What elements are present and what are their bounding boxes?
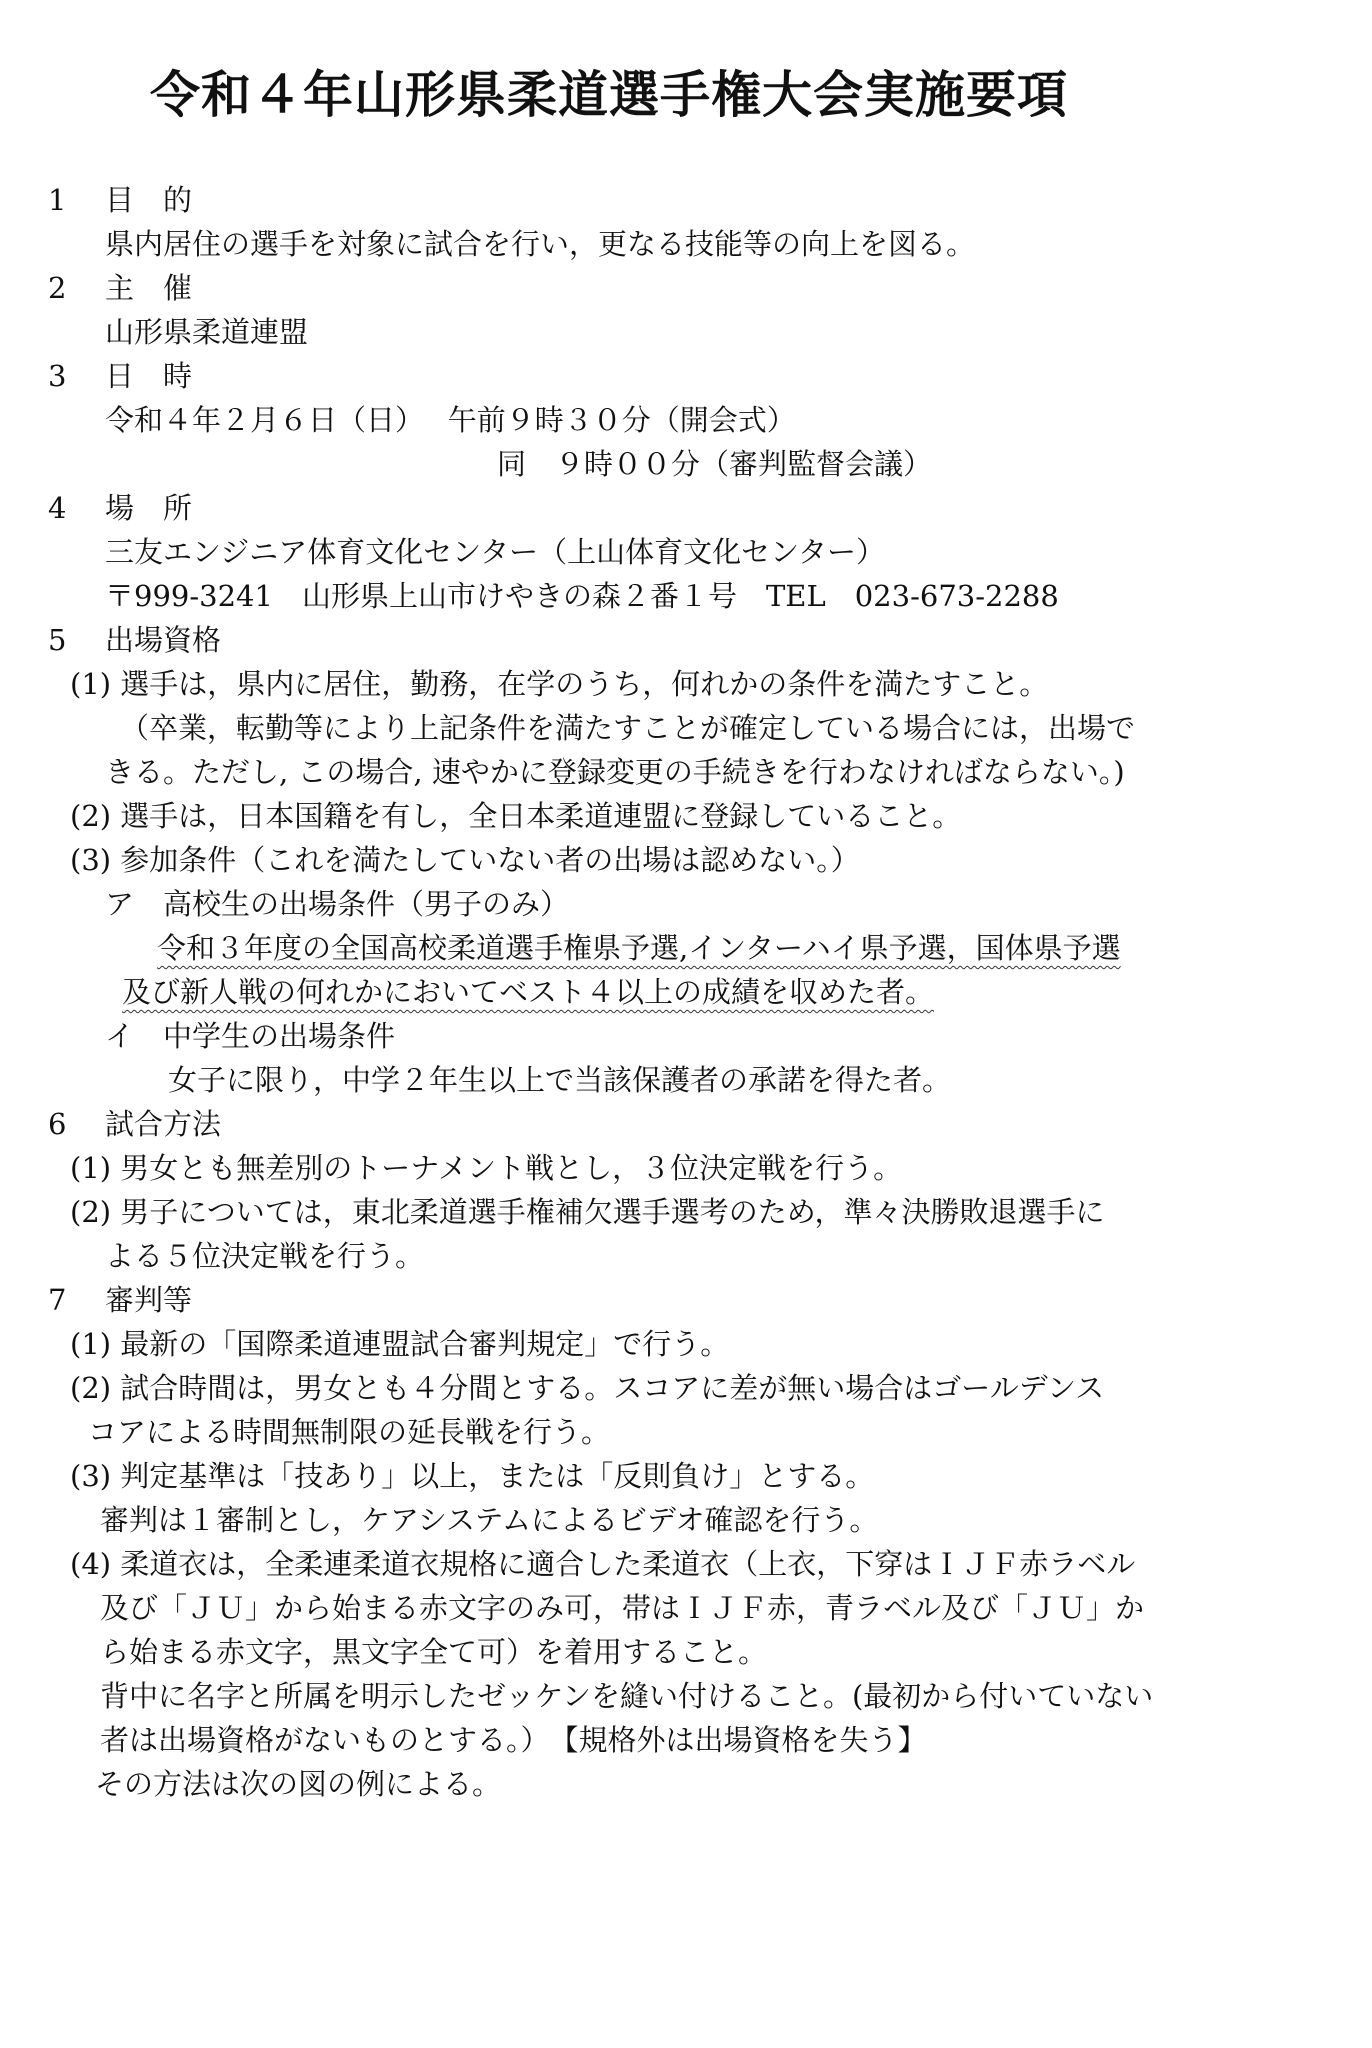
section-7-item-4-line-4: 背中に名字と所属を明示したゼッケンを縫い付けること。(最初から付いていない	[100, 1679, 1154, 1713]
section-5-number: 5	[48, 623, 67, 657]
section-7-heading: 審判等	[105, 1283, 193, 1317]
section-6-item-2-line-1: (2) 男子については，東北柔道選手権補欠選手選考のため，準々決勝敗退選手に	[70, 1195, 1105, 1229]
section-5-item-1: (1) 選手は，県内に居住，勤務，在学のうち，何れかの条件を満たすこと。	[70, 667, 1049, 701]
section-1-heading: 目 的	[105, 183, 193, 217]
section-2-number: 2	[48, 271, 67, 305]
section-1-number: 1	[48, 183, 67, 217]
section-5-item-3: (3) 参加条件（これを満たしていない者の出場は認めない。）	[70, 843, 860, 877]
section-5-heading: 出場資格	[105, 623, 222, 657]
section-3-line-1: 令和４年２月６日（日） 午前９時３０分（開会式）	[105, 403, 796, 437]
section-7-number: 7	[48, 1283, 67, 1317]
section-7-item-4-line-1: (4) 柔道衣は，全柔連柔道衣規格に適合した柔道衣（上衣，下穿はＩＪＦ赤ラベル	[70, 1547, 1136, 1581]
page-title: 令和４年山形県柔道選手権大会実施要項	[150, 66, 1068, 124]
section-3-heading: 日 時	[105, 359, 193, 393]
section-5-item-1-note-2: きる。ただし, この場合, 速やかに登録変更の手続きを行わなければならない。)	[105, 755, 1125, 789]
section-4-venue: 三友エンジニア体育文化センター（上山体育文化センター）	[105, 535, 885, 569]
section-5-sub-b-body: 女子に限り，中学２年生以上で当該保護者の承諾を得た者。	[168, 1063, 952, 1097]
section-5-sub-b-heading: イ 中学生の出場条件	[105, 1019, 396, 1053]
section-7-item-3-line-1: (3) 判定基準は「技あり」以上，または「反則負け」とする。	[70, 1459, 875, 1493]
section-5-sub-a-body-1: 令和３年度の全国高校柔道選手権県予選,インターハイ県予選，国体県予選	[157, 931, 1121, 965]
section-6-item-2-line-2: よる５位決定戦を行う。	[105, 1239, 425, 1273]
section-6-heading: 試合方法	[105, 1107, 222, 1141]
section-6-number: 6	[48, 1107, 67, 1141]
section-4-heading: 場 所	[105, 491, 193, 525]
section-7-item-2-line-2: コアによる時間無制限の延長戦を行う。	[88, 1415, 611, 1449]
section-4-address: 〒999-3241 山形県上山市けやきの森２番１号 TEL 023-673-2288	[105, 579, 1059, 613]
section-7-item-4-line-6: その方法は次の図の例による。	[95, 1767, 502, 1801]
section-1-body: 県内居住の選手を対象に試合を行い，更なる技能等の向上を図る。	[105, 227, 976, 261]
section-6-item-1: (1) 男女とも無差別のトーナメント戦とし，３位決定戦を行う。	[70, 1151, 903, 1185]
section-2-heading: 主 催	[105, 271, 193, 305]
section-5-item-1-note-1: （卒業，転勤等により上記条件を満たすことが確定している場合には，出場で	[120, 711, 1136, 745]
section-5-sub-a-heading: ア 高校生の出場条件（男子のみ）	[105, 887, 570, 921]
section-7-item-2-line-1: (2) 試合時間は，男女とも４分間とする。スコアに差が無い場合はゴールデンス	[70, 1371, 1105, 1405]
section-7-item-4-line-3: ら始まる赤文字，黒文字全て可）を着用すること。	[100, 1635, 768, 1669]
section-5-sub-a-body-2: 及び新人戦の何れかにおいてベスト４以上の成績を収めた者。	[122, 975, 935, 1009]
section-7-item-4-line-2: 及び「ＪＵ」から始まる赤文字のみ可，帯はＩＪＦ赤，青ラベル及び「ＪＵ」か	[100, 1591, 1145, 1625]
section-7-item-3-line-2: 審判は１審制とし，ケアシステムによるビデオ確認を行う。	[100, 1503, 879, 1537]
section-7-item-1: (1) 最新の「国際柔道連盟試合審判規定」で行う。	[70, 1327, 730, 1361]
section-4-number: 4	[48, 491, 67, 525]
section-2-body: 山形県柔道連盟	[105, 315, 309, 349]
section-3-line-2: 同 ９時００分（審判監督会議）	[497, 447, 933, 481]
section-5-item-2: (2) 選手は，日本国籍を有し，全日本柔道連盟に登録していること。	[70, 799, 962, 833]
section-7-item-4-line-5: 者は出場資格がないものとする。） 【規格外は出場資格を失う】	[100, 1723, 927, 1757]
section-3-number: 3	[48, 359, 67, 393]
